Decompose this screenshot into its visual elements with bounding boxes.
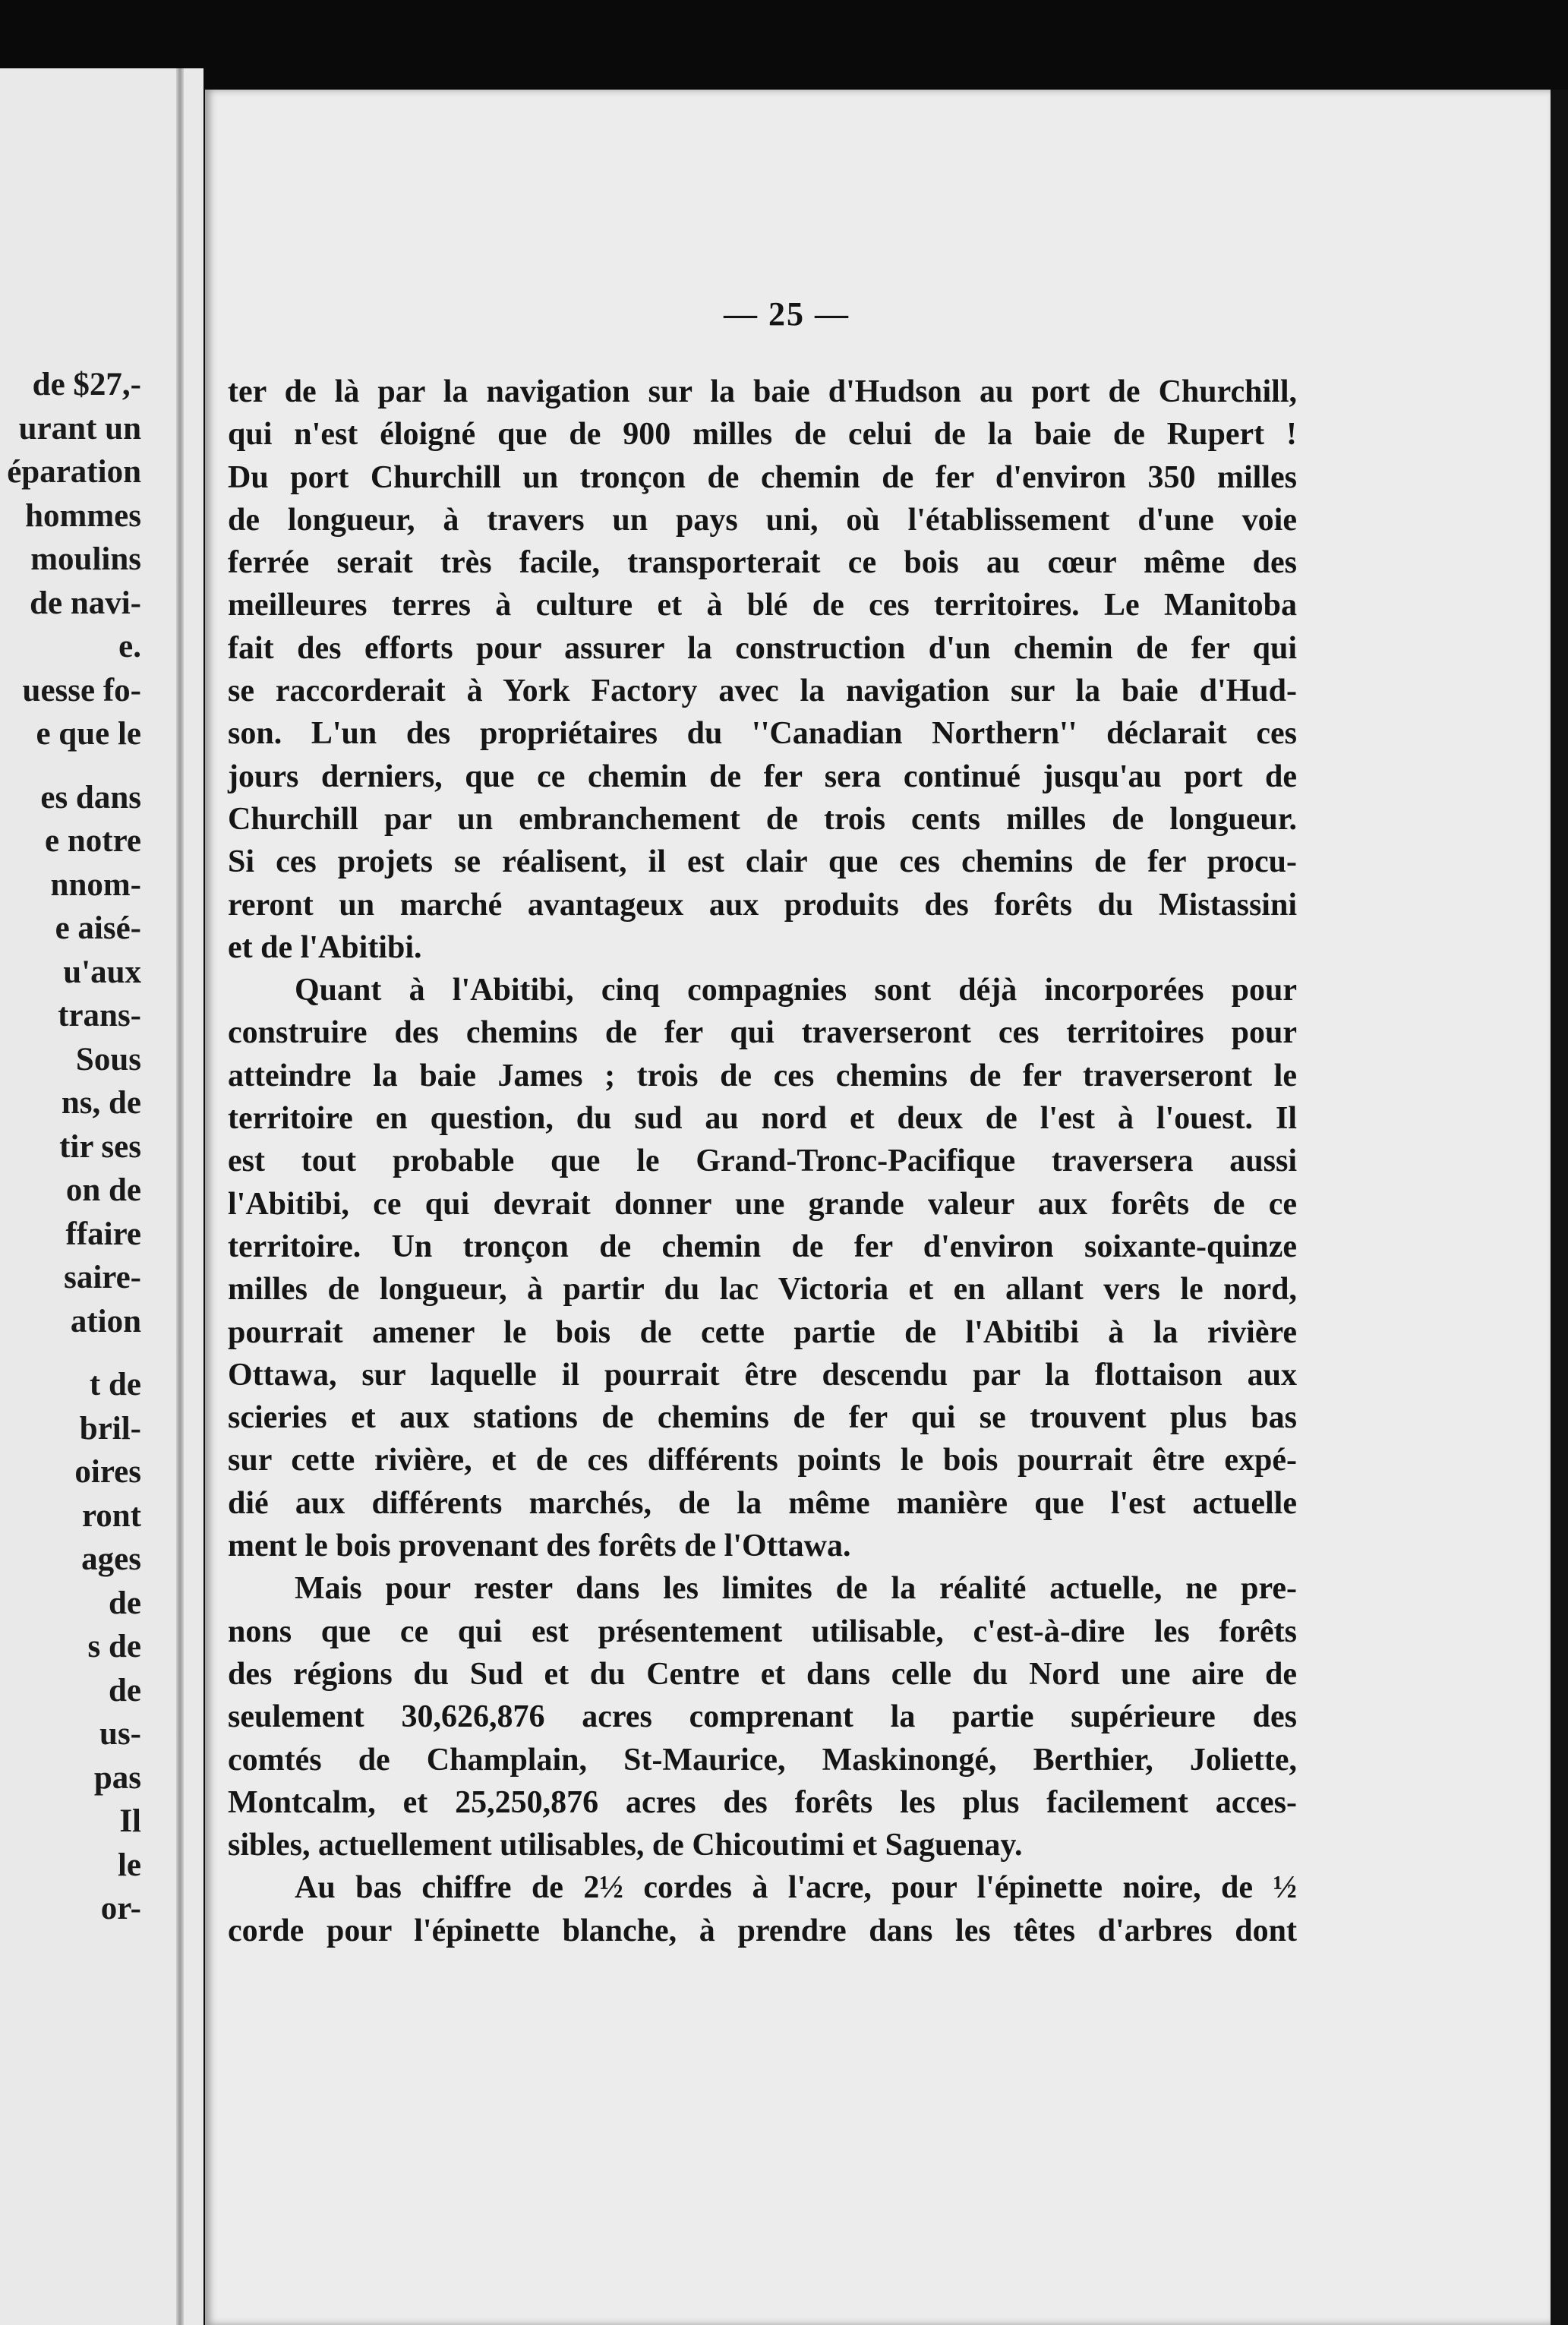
previous-page-fragment	[0, 68, 203, 2325]
paragraph	[228, 1567, 1297, 1866]
text-line: scieries et aux stations de chemins de fer qui se trouvent plus bas	[228, 1400, 1297, 1436]
text-line: son. L'un des propriétaires du ''Canadian Northern'' déclarait ces	[228, 716, 1297, 752]
previous-page-line: de $27,-	[32, 367, 141, 402]
text-line: des régions du Sud et du Centre et dans celle du Nord une aire de	[228, 1656, 1297, 1692]
previous-page-line: e que le	[36, 716, 141, 752]
previous-page-line: de	[109, 1585, 141, 1621]
scan-border	[1551, 90, 1568, 2325]
previous-page-line: e.	[118, 629, 141, 664]
previous-page-line: moulins	[30, 541, 141, 577]
text-line: Ottawa, sur laquelle il pourrait être descendu par la flottaison aux	[228, 1357, 1297, 1393]
previous-page-line: Il	[119, 1803, 141, 1839]
text-line: territoire. Un tronçon de chemin de fer d'environ soixante-quinze	[228, 1229, 1297, 1264]
text-line: est tout probable que le Grand-Tronc-Pacifique traversera aussi	[228, 1144, 1297, 1179]
previous-page-line	[0, 756, 141, 776]
previous-page-line: uesse fo-	[22, 672, 141, 708]
text-line: dié aux différents marchés, de la même manière que l'est actuelle	[228, 1485, 1297, 1521]
text-line: pourrait amener le bois de cette partie de l'Abitibi à la rivière	[228, 1314, 1297, 1350]
previous-page-line: bril-	[79, 1410, 141, 1446]
text-line: Du port Churchill un tronçon de chemin de fer d'environ 350 milles	[228, 459, 1297, 495]
previous-page-line: oires	[74, 1454, 141, 1490]
previous-page-line: Sous	[75, 1041, 141, 1077]
page	[205, 90, 1551, 2325]
previous-page-line: s de	[87, 1629, 141, 1664]
previous-page-line: ages	[81, 1541, 141, 1577]
text-line: ferrée serait très facile, transporterait ce bois au cœur même des	[228, 545, 1297, 581]
previous-page-line: pas	[93, 1759, 141, 1796]
previous-page-line	[0, 1343, 141, 1363]
previous-page-text	[0, 363, 141, 1931]
text-line: reront un marché avantageux aux produits des forêts du Mistassini	[228, 887, 1297, 923]
previous-page-line: saire-	[64, 1260, 141, 1295]
text-line: fait des efforts pour assurer la construction d'un chemin de fer qui	[228, 630, 1297, 666]
text-line: seulement 30,626,876 acres comprenant la partie supérieure des	[228, 1699, 1297, 1735]
body-text	[228, 371, 1297, 1952]
previous-page-line: ffaire	[65, 1216, 141, 1252]
paragraph	[228, 1866, 1297, 1952]
text-line: se raccorderait à York Factory avec la navigation sur la baie d'Hud-	[228, 674, 1297, 709]
text-line: territoire en question, du sud au nord et deux de l'est à l'ouest. Il	[228, 1101, 1297, 1137]
previous-page-line: e aisé-	[55, 910, 141, 946]
text-line: Mais pour rester dans les limites de la réalité actuelle, ne pre-	[295, 1571, 1297, 1607]
previous-page-line: trans-	[58, 998, 141, 1033]
previous-page-line: u'aux	[63, 954, 141, 990]
text-line: corde pour l'épinette blanche, à prendre dans les têtes d'arbres dont	[228, 1913, 1297, 1948]
text-line: et de l'Abitibi.	[228, 929, 422, 965]
text-line: ment le bois provenant des forêts de l'Ottawa.	[228, 1528, 851, 1564]
text-line: de longueur, à travers un pays uni, où l'établissement d'une voie	[228, 502, 1297, 538]
text-line: l'Abitibi, ce qui devrait donner une grande valeur aux forêts de ce	[228, 1186, 1297, 1222]
previous-page-line: e notre	[45, 823, 141, 859]
previous-page-line: nnom-	[50, 866, 141, 903]
text-line: milles de longueur, à partir du lac Victoria et en allant vers le nord,	[228, 1272, 1297, 1308]
previous-page-line: us-	[99, 1716, 141, 1752]
previous-page-line: t de	[89, 1367, 141, 1402]
previous-page-line: es dans	[40, 779, 141, 815]
text-line: Si ces projets se réalisent, il est clair que ces chemins de fer procu-	[228, 844, 1297, 880]
text-line: qui n'est éloigné que de 900 milles de celui de la baie de Rupert !	[228, 417, 1297, 453]
previous-page-line: urant un	[18, 410, 141, 446]
text-line: construire des chemins de fer qui traverseront ces territoires pour	[228, 1015, 1297, 1051]
text-line: sibles, actuellement utilisables, de Chicoutimi et Saguenay.	[228, 1828, 1023, 1863]
text-line: atteindre la baie James ; trois de ces chemins de fer traverseront le	[228, 1058, 1297, 1093]
page-number: — 25 —	[724, 295, 850, 333]
text-line: ter de là par la navigation sur la baie d'Hudson au port de Churchill,	[228, 374, 1297, 409]
text-line: Quant à l'Abitibi, cinq compagnies sont déjà incorporées pour	[295, 973, 1297, 1008]
previous-page-line: de navi-	[30, 585, 141, 621]
text-line: comtés de Champlain, St-Maurice, Maskinongé, Berthier, Joliette,	[228, 1742, 1297, 1778]
text-line: meilleures terres à culture et à blé de ces territoires. Le Manitoba	[228, 588, 1297, 623]
text-line: sur cette rivière, et de ces différents points le bois pourrait être expé-	[228, 1443, 1297, 1478]
previous-page-line: de	[109, 1672, 141, 1708]
text-line: Montcalm, et 25,250,876 acres des forêts les plus facilement acces-	[228, 1784, 1297, 1820]
book-spine	[176, 68, 184, 2325]
previous-page-line: ront	[81, 1497, 141, 1534]
previous-page-line: tir ses	[59, 1128, 141, 1165]
previous-page-line: ns, de	[61, 1085, 141, 1121]
previous-page-line: éparation	[7, 454, 141, 490]
previous-page-line: or-	[100, 1891, 141, 1926]
previous-page-line: le	[117, 1847, 141, 1883]
previous-page-line: on de	[65, 1172, 141, 1208]
text-line: Churchill par un embranchement de trois cents milles de longueur.	[228, 801, 1297, 837]
paragraph	[228, 969, 1297, 1567]
previous-page-line: ation	[70, 1303, 141, 1339]
previous-page-line: hommes	[25, 497, 141, 534]
text-line: nons que ce qui est présentement utilisable, c'est-à-dire les forêts	[228, 1614, 1297, 1649]
text-line: Au bas chiffre de 2½ cordes à l'acre, pour l'épinette noire, de ½	[295, 1870, 1297, 1906]
text-line: jours derniers, que ce chemin de fer sera continué jusqu'au port de	[228, 759, 1297, 794]
paragraph	[228, 371, 1297, 969]
